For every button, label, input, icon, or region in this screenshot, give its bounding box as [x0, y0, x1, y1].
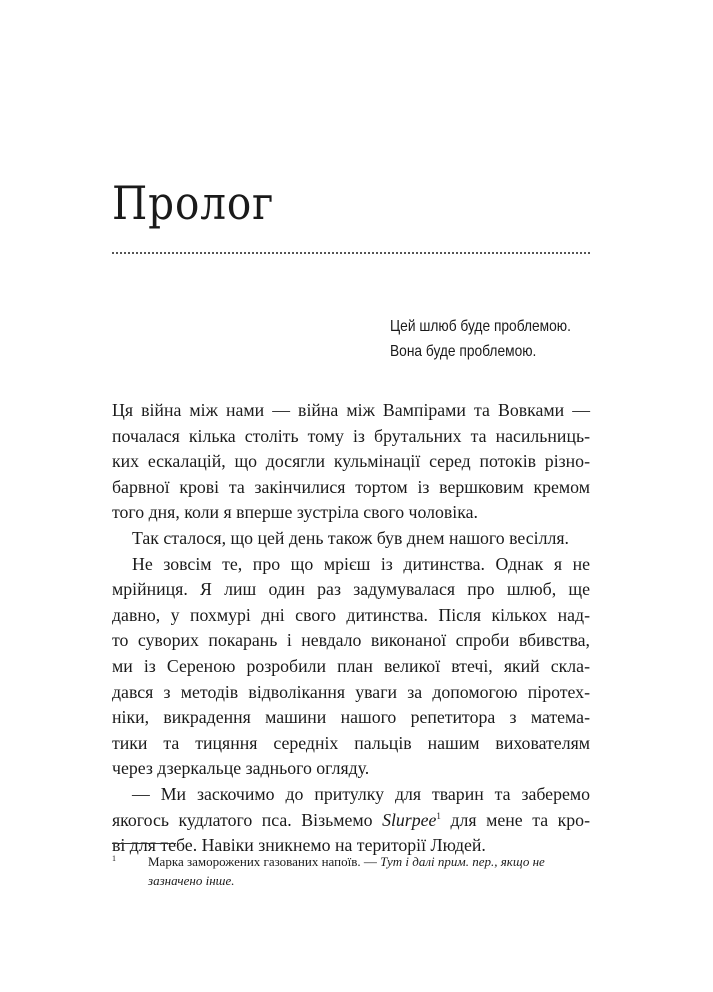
title-dotted-divider — [112, 252, 590, 254]
body-line: мрійниця. Я лиш один раз задумувалася про шлюб, ще — [112, 579, 590, 600]
footnote-reference[interactable]: 1 — [436, 810, 441, 821]
body-line: через дзеркальце заднього огляду. — [112, 758, 370, 779]
footnote-italic-text: зазначено інше. — [148, 873, 235, 888]
body-line: Ця війна між нами — війна між Вампірами та Вовками — — [112, 400, 590, 420]
body-text — [112, 398, 590, 859]
body-line: ніки, викрадення машини нашого репетитора з матема- — [112, 707, 590, 728]
footnote-line — [112, 852, 590, 871]
body-line: ми із Сереною розробили план великої втечі, який скла- — [112, 655, 590, 676]
body-line: Так сталося, що цей день також був днем нашого весілля. — [132, 527, 569, 548]
body-line: то суворих покарань і невдало виконаної спроби вбивства, — [112, 630, 590, 651]
epigraph-line: Цей шлюб буде проблемою. — [390, 318, 571, 335]
epigraph — [390, 314, 600, 364]
body-line: того дня, коли я вперше зустріла свого чоловіка. — [112, 502, 478, 523]
footnote-number: 1 — [112, 854, 116, 863]
body-line: почалася кілька століть тому із брутальних та насильниць- — [112, 425, 590, 446]
epigraph-line: Вона буде проблемою. — [390, 343, 537, 360]
body-line: ві для тебе. Навіки зникнемо на території Людей. — [112, 835, 486, 856]
body-text-run: якогось кудлатого пса. Візьмемо — [112, 809, 383, 830]
footnote — [112, 852, 590, 890]
body-text-run: для мене та кро- — [440, 809, 590, 830]
chapter-title: Пролог — [112, 176, 275, 230]
brand-name-italic: Slurpee — [382, 809, 437, 830]
body-line: давно, у похмурі дні свого дитинства. Після кількох над- — [112, 604, 590, 625]
footnote-text: Марка заморожених газованих напоїв. — — [148, 854, 381, 869]
body-line: Не зовсім те, про що мрієш із дитинства. Однак я не — [132, 553, 590, 574]
footnote-line — [112, 871, 590, 890]
body-line: дався з методів відволікання уваги за допомогою піротех- — [112, 681, 590, 702]
footnote-italic-text: Тут і далі прим. пер., якщо не — [380, 854, 545, 869]
body-line-with-footnote — [112, 808, 590, 834]
footnote-divider — [112, 843, 176, 844]
body-line: тики та тицяння середніх пальців нашим вихователям — [112, 732, 590, 753]
body-line: — Ми заскочимо до притулку для тварин та заберемо — [132, 783, 590, 804]
body-line: ких ескалацій, що досягли кульмінації серед потоків різно- — [112, 451, 590, 472]
body-line: барвної крові та закінчилися тортом із вершковим кремом — [112, 476, 590, 497]
